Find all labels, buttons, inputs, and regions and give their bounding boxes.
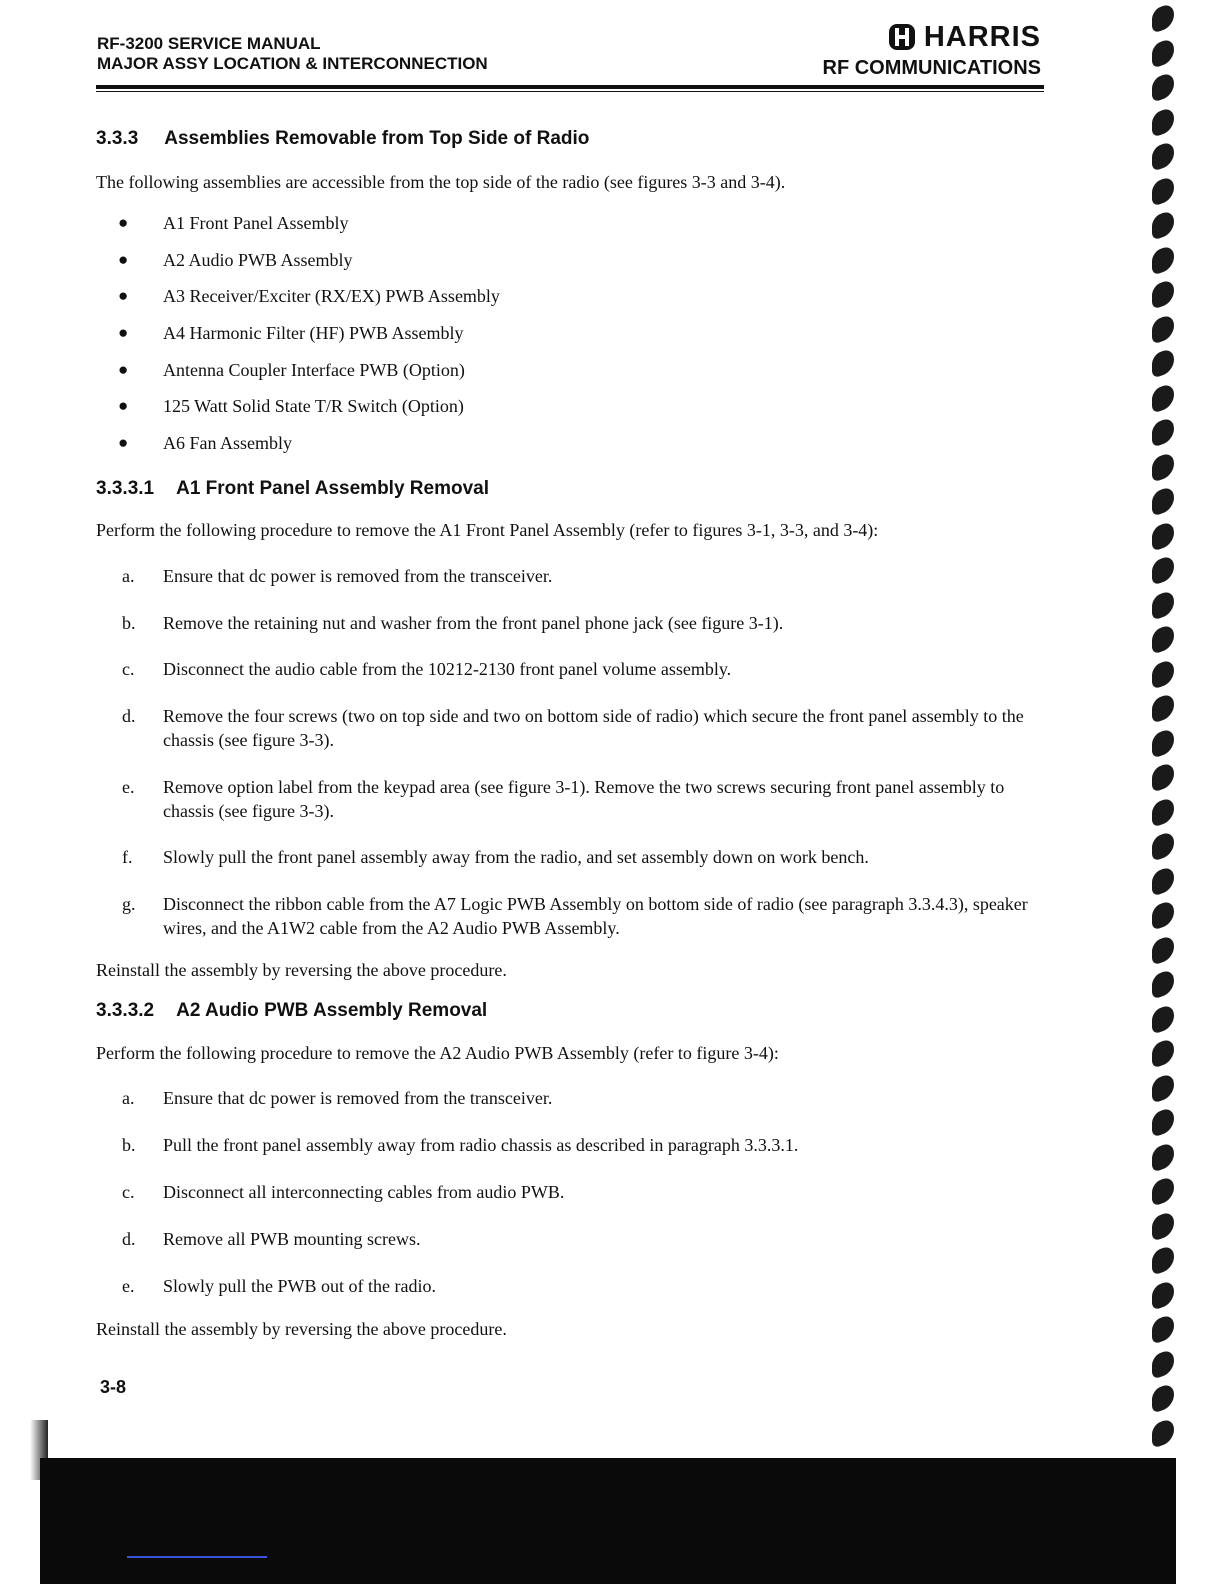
binding-ring — [1152, 1244, 1174, 1276]
binding-ring — [1152, 1416, 1174, 1448]
binding-ring — [1152, 450, 1174, 482]
header-rule-thin — [96, 91, 1044, 92]
binding-ring — [1152, 2, 1174, 34]
list-item: ● Antenna Coupler Interface PWB (Option) — [118, 359, 465, 380]
list-item: d. Remove the four screws (two on top side and two on bottom side of radio) which secure the front panel assembly to the chassis (see figure 3-3). — [122, 706, 1024, 750]
list-item: e. Slowly pull the PWB out of the radio. — [122, 1276, 436, 1296]
binding-ring — [1152, 519, 1174, 551]
section-3332-intro: Perform the following procedure to remove the A2 Audio PWB Assembly (refer to figure 3-4): — [96, 1043, 779, 1063]
binding-ring — [1152, 278, 1174, 310]
header-rule — [96, 85, 1044, 89]
binding-ring — [1152, 416, 1174, 448]
binding-ring — [1152, 623, 1174, 655]
binding-ring — [1152, 1382, 1174, 1414]
section-heading-text: Assemblies Removable from Top Side of Radio — [164, 128, 590, 149]
binding-ring — [1152, 243, 1174, 275]
list-item: ● A4 Harmonic Filter (HF) PWB Assembly — [118, 323, 464, 344]
binding-ring — [1152, 140, 1174, 172]
front-panel-steps — [122, 564, 1032, 956]
binding-ring — [1152, 692, 1174, 724]
audio-pwb-steps — [122, 1086, 1032, 1314]
binding-ring — [1152, 933, 1174, 965]
list-item: ● A1 Front Panel Assembly — [118, 213, 349, 233]
bullet-icon: ● — [118, 433, 129, 453]
section-heading-text: A1 Front Panel Assembly Removal — [176, 478, 490, 499]
list-item: ● A6 Fan Assembly — [118, 433, 293, 454]
bullet-icon: ● — [118, 286, 129, 306]
binding-ring — [1152, 1140, 1174, 1172]
brand-name: HARRIS — [923, 21, 1041, 53]
header-right — [823, 22, 1042, 80]
binding-ring — [1152, 381, 1174, 413]
scan-blue-line — [127, 1556, 267, 1558]
binding-ring — [1152, 968, 1174, 1000]
list-item: a. Ensure that dc power is removed from the transceiver. — [122, 566, 553, 586]
list-item: ● A2 Audio PWB Assembly — [118, 249, 353, 270]
binding-ring — [1152, 312, 1174, 344]
list-item: f. Slowly pull the front panel assembly away from the radio, and set assembly down on work bench. — [122, 847, 869, 867]
binding-ring — [1152, 795, 1174, 827]
list-item: b. Pull the front panel assembly away from radio chassis as described in paragraph 3.3.3.1. — [122, 1135, 799, 1155]
scan-bottom-shadow — [40, 1458, 1176, 1584]
list-item: b. Remove the retaining nut and washer from the front panel phone jack (see figure 3-1). — [122, 613, 784, 633]
section-3331-intro: Perform the following procedure to remove the A1 Front Panel Assembly (refer to figures 3-1, 3-3, and 3-4): — [96, 520, 879, 540]
section-number: 3.3.3.2 — [96, 1000, 155, 1021]
section-title: MAJOR ASSY LOCATION & INTERCONNECTION — [97, 54, 488, 73]
binding-ring — [1152, 657, 1174, 689]
list-item: ● A3 Receiver/Exciter (RX/EX) PWB Assembly — [118, 286, 500, 307]
section-number: 3.3.3 — [96, 128, 139, 149]
binding-ring — [1152, 485, 1174, 517]
list-item: ● 125 Watt Solid State T/R Switch (Option) — [118, 396, 464, 417]
list-item: a. Ensure that dc power is removed from the transceiver. — [122, 1088, 553, 1108]
section-3332-outro: Reinstall the assembly by reversing the above procedure. — [96, 1319, 507, 1339]
assembly-list — [118, 213, 500, 470]
list-item: c. Disconnect the audio cable from the 10212-2130 front panel volume assembly. — [122, 659, 732, 679]
binding-ring — [1152, 726, 1174, 758]
binding-ring — [1152, 105, 1174, 137]
bullet-icon: ● — [118, 213, 129, 232]
binding-ring — [1152, 71, 1174, 103]
binding-ring — [1152, 830, 1174, 862]
binding-ring — [1152, 174, 1174, 206]
binding-ring — [1152, 554, 1174, 586]
harris-logo-icon — [888, 23, 916, 51]
binding-ring — [1152, 864, 1174, 896]
binding-ring — [1152, 899, 1174, 931]
section-3331-heading — [96, 478, 489, 500]
spiral-binding — [1146, 0, 1186, 1460]
binding-ring — [1152, 1037, 1174, 1069]
bullet-icon: ● — [118, 323, 129, 343]
bullet-icon: ● — [118, 396, 129, 416]
page-number: 3-8 — [100, 1377, 127, 1397]
bullet-icon: ● — [118, 359, 129, 379]
binding-ring — [1152, 1209, 1174, 1241]
section-heading-text: A2 Audio PWB Assembly Removal — [176, 1000, 488, 1021]
section-333-heading — [96, 128, 589, 150]
section-333-intro: The following assemblies are accessible from the top side of the radio (see figures 3-3 and 3-4). — [96, 172, 786, 192]
section-3331-outro: Reinstall the assembly by reversing the above procedure. — [96, 960, 507, 980]
bullet-icon: ● — [118, 249, 129, 269]
binding-ring — [1152, 209, 1174, 241]
binding-ring — [1152, 1175, 1174, 1207]
binding-ring — [1152, 1347, 1174, 1379]
list-item: d. Remove all PWB mounting screws. — [122, 1229, 421, 1249]
brand-row — [823, 22, 1042, 52]
binding-ring — [1152, 588, 1174, 620]
list-item: g. Disconnect the ribbon cable from the A7 Logic PWB Assembly on bottom side of radio (see paragraph 3.3.4.3), speaker wires, and the A1W2 cable from the A2 Audio PWB Assembly. — [122, 894, 1028, 938]
binding-ring — [1152, 36, 1174, 68]
header-left — [97, 34, 488, 74]
binding-ring — [1152, 1002, 1174, 1034]
binding-ring — [1152, 1071, 1174, 1103]
brand-subtitle: RF COMMUNICATIONS — [822, 57, 1041, 79]
section-number: 3.3.3.1 — [96, 478, 155, 499]
binding-ring — [1152, 1278, 1174, 1310]
binding-ring — [1152, 761, 1174, 793]
section-3332-heading — [96, 1000, 487, 1022]
binding-ring — [1152, 347, 1174, 379]
list-item: c. Disconnect all interconnecting cables from audio PWB. — [122, 1182, 565, 1202]
binding-ring — [1152, 1106, 1174, 1138]
manual-title: RF-3200 SERVICE MANUAL — [97, 34, 321, 53]
list-item: e. Remove option label from the keypad area (see figure 3-1). Remove the two screws securing front panel assembly to chassis (see figure 3-3). — [122, 777, 1005, 821]
binding-ring — [1152, 1313, 1174, 1345]
